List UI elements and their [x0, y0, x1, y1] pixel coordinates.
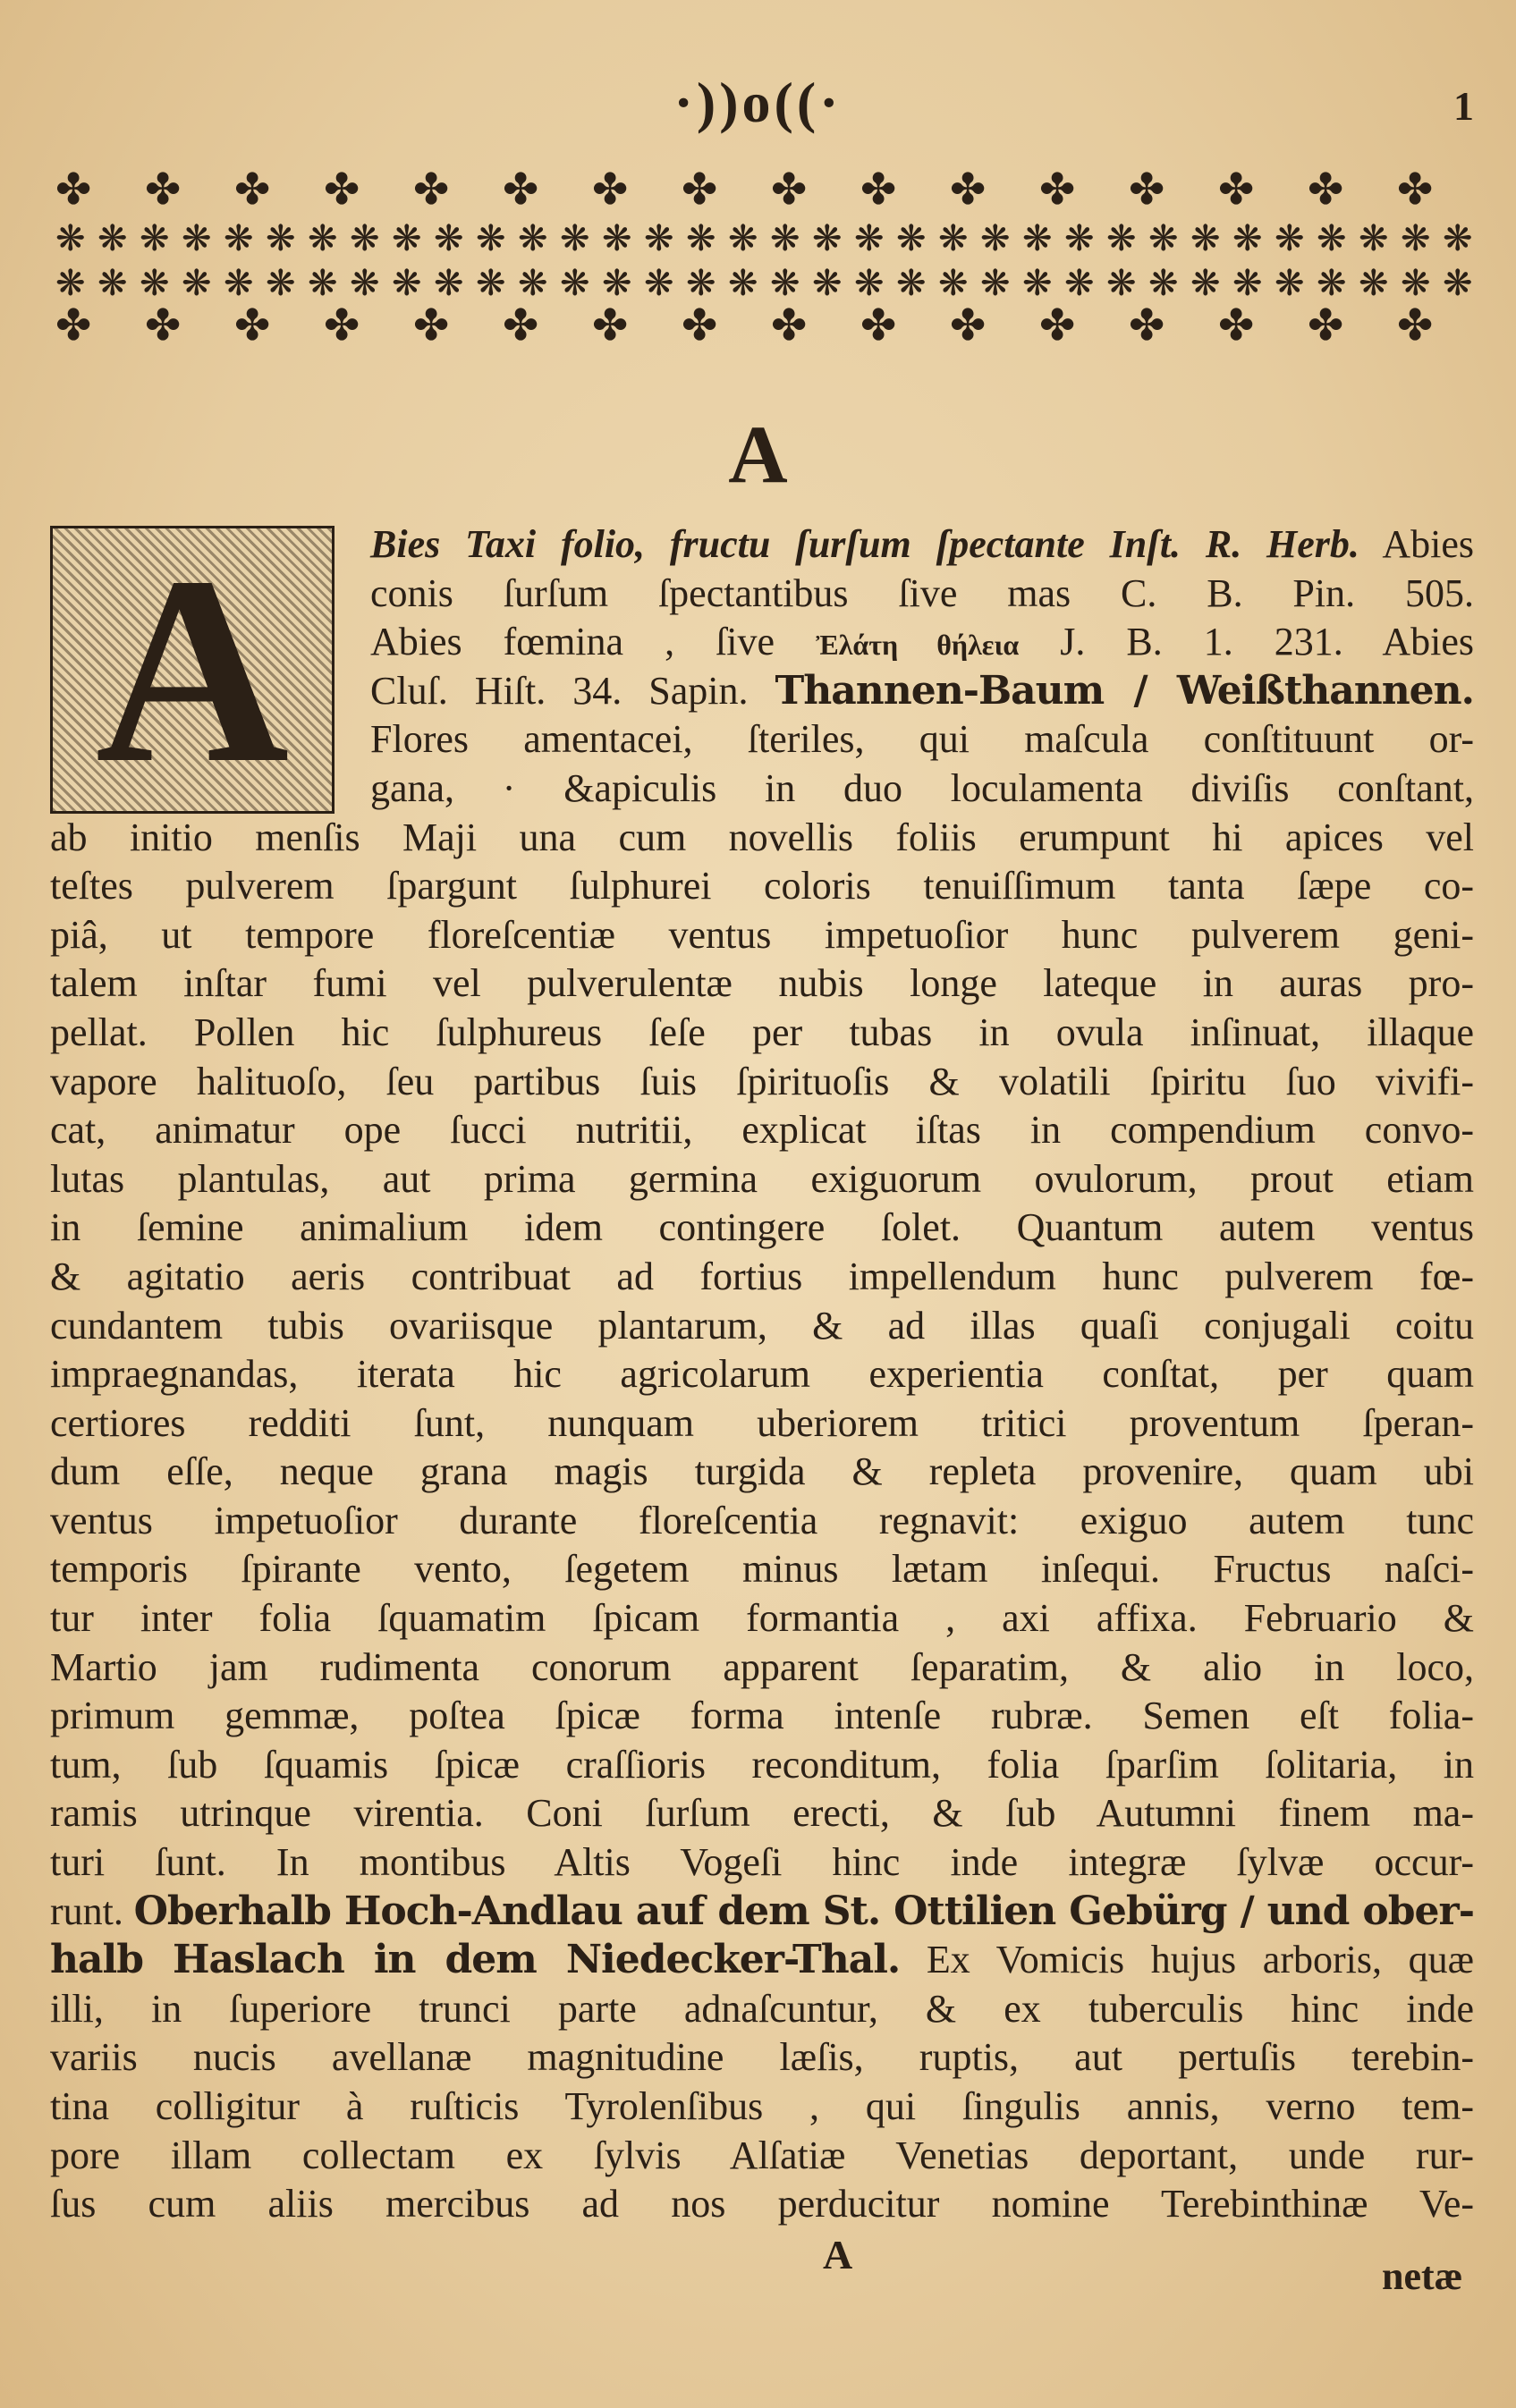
ornament-glyph: ✤ [1039, 170, 1076, 214]
text-line [50, 1448, 1474, 1497]
greek-text: Ἐλάτη θήλεια [816, 629, 1020, 662]
ornament-glyph: ❋ [644, 263, 674, 303]
text-line [50, 911, 1474, 960]
ornament-glyph: ❋ [1190, 263, 1221, 303]
body-text [50, 520, 1474, 2229]
text-line [50, 814, 1474, 863]
ornament-glyph: ✤ [1129, 302, 1165, 344]
blackletter-text: Thannen-Baum / Weißthannen. [775, 667, 1474, 714]
text-line [50, 1106, 1474, 1155]
page-number: 1 [1453, 83, 1474, 129]
text-segment: variis nucis avellanæ magnitudine læſis, ruptis, aut pertuſis terebin- [50, 2035, 1474, 2080]
text-line [50, 2180, 1474, 2229]
ornament-glyph: ✤ [682, 302, 718, 344]
ornament-glyph: ❋ [812, 218, 843, 258]
ornament-glyph: ❋ [1232, 263, 1263, 303]
ornament-glyph: ❋ [854, 218, 885, 258]
ornament-glyph: ✤ [234, 170, 271, 214]
text-segment: dum eſſe, neque grana magis turgida & repleta provenire, quam ubi [50, 1449, 1474, 1494]
ornament-glyph: ❋ [140, 263, 170, 303]
ornament-glyph: ✤ [860, 302, 897, 344]
text-line [50, 1545, 1474, 1594]
ornament-glyph: ❋ [140, 218, 170, 258]
ornament-glyph: ❋ [896, 263, 927, 303]
ornament-glyph: ✤ [145, 302, 182, 344]
text-segment: cat, animatur ope ſucci nutritii, explicat iſtas in compendium convo- [50, 1108, 1474, 1153]
text-segment: turi ſunt. In montibus Altis Vogeſi hinc inde integræ ſylvæ occur- [50, 1840, 1474, 1885]
text-line [50, 1985, 1474, 2034]
ornament-glyph: ✤ [1129, 170, 1165, 214]
signature-mark: A [823, 2232, 853, 2277]
text-segment: piâ, ut tempore floreſcentiæ ventus impetuoſior hunc pulverem geni- [50, 912, 1474, 957]
ornament-glyph: ❋ [1022, 263, 1053, 303]
text-line [370, 570, 1474, 619]
text-line [50, 1204, 1474, 1253]
ornament-glyph: ❋ [602, 263, 632, 303]
text-segment: primum gemmæ, poſtea ſpicæ forma intenſe rubræ. Semen eſt folia- [50, 1694, 1474, 1738]
ornament-glyph: ❋ [518, 218, 548, 258]
ornament-glyph: ✤ [592, 302, 629, 344]
text-segment: Abies [1359, 522, 1474, 566]
text-segment: Abies fœmina , ſive [370, 620, 817, 664]
text-line [50, 1936, 1474, 1985]
ornament-glyph: ❋ [266, 263, 296, 303]
ornament-glyph: ❋ [476, 263, 506, 303]
ornament-glyph: ✤ [145, 170, 182, 214]
text-line [50, 1741, 1474, 1790]
ornament-glyph: ❋ [97, 263, 128, 303]
section-heading: A [728, 409, 788, 500]
text-line [50, 1838, 1474, 1888]
ornament-glyph: ❋ [938, 218, 969, 258]
ornament-glyph: ❋ [1275, 263, 1305, 303]
ornament-glyph: ✤ [950, 170, 987, 214]
ornament-glyph: ❋ [350, 218, 380, 258]
ornament-glyph: ❋ [224, 218, 254, 258]
ornament-glyph: ❋ [560, 263, 590, 303]
ornament-glyph: ❋ [854, 263, 885, 303]
ornament-glyph: ❋ [182, 263, 212, 303]
ornament-glyph: ✤ [324, 302, 360, 344]
ornament-glyph: ❋ [1317, 263, 1347, 303]
ornament-glyph: ✤ [950, 302, 987, 344]
ornament-glyph: ✤ [234, 302, 271, 344]
text-line [50, 1399, 1474, 1449]
ornament-glyph: ❋ [392, 218, 422, 258]
ornament-glyph: ❋ [1106, 263, 1137, 303]
ornament-glyph: ❋ [1275, 218, 1305, 258]
drop-cap-letter: A [53, 528, 332, 811]
ornament-glyph: ✤ [860, 170, 897, 214]
text-segment: J. B. 1. 231. Abies [1019, 620, 1474, 664]
ornament-glyph: ❋ [728, 218, 758, 258]
ornament-glyph: ❋ [1106, 218, 1137, 258]
text-segment: vapore halituoſo, ſeu partibus ſuis ſpirituoſis & volatili ſpiritu ſuo vivifi- [50, 1059, 1474, 1103]
ornament-glyph: ❋ [1359, 218, 1389, 258]
text-line [50, 1497, 1474, 1546]
ornament-glyph: ❋ [812, 263, 843, 303]
catchword: netæ [1382, 2254, 1463, 2298]
text-line [50, 1888, 1474, 1937]
ornament-glyph: ❋ [560, 218, 590, 258]
ornament-glyph: ❋ [1443, 263, 1473, 303]
ornament-glyph: ❋ [1401, 218, 1431, 258]
ornament-glyph: ❋ [434, 263, 464, 303]
text-line [370, 520, 1474, 570]
ornament-glyph: ✤ [682, 170, 718, 214]
text-segment: certiores redditi ſunt, nunquam uberiorem tritici proventum ſperan- [50, 1400, 1474, 1445]
ornament-glyph: ❋ [728, 263, 758, 303]
text-segment: teſtes pulverem ſpargunt ſulphurei coloris tenuiſſimum tanta ſæpe co- [50, 864, 1474, 908]
text-line [50, 1302, 1474, 1351]
text-line [370, 667, 1474, 716]
text-segment: ramis utrinque virentia. Coni ſurſum erecti, & ſub Autumni finem ma- [50, 1791, 1474, 1836]
ornament-glyph: ❋ [55, 218, 86, 258]
ornament-glyph: ❋ [1232, 218, 1263, 258]
ornament-glyph: ✤ [771, 170, 808, 214]
text-line [50, 1009, 1474, 1058]
text-segment: illi, in ſuperiore trunci parte adnaſcuntur, & ex tuberculis hinc inde [50, 1986, 1474, 2031]
ornament-glyph: ✤ [1308, 170, 1344, 214]
ornament-glyph: ❋ [308, 263, 338, 303]
text-line [50, 1594, 1474, 1643]
ornament-glyph: ✤ [1039, 302, 1076, 344]
ornament-glyph: ✤ [1218, 170, 1255, 214]
ornament-glyph: ❋ [1022, 218, 1053, 258]
text-segment: tina colligitur à ruſticis Tyrolenſibus , qui ſingulis annis, verno tem- [50, 2084, 1474, 2128]
text-segment: in ſemine animalium idem contingere ſolet. Quantum autem ventus [50, 1205, 1474, 1250]
blackletter-text: halb Haslach in dem Niedecker-Thal. [50, 1937, 901, 1983]
ornament-glyph: ❋ [980, 218, 1011, 258]
text-line [50, 1643, 1474, 1693]
text-line [50, 2083, 1474, 2132]
ornament-glyph: ❋ [770, 218, 800, 258]
ornament-glyph: ✤ [1308, 302, 1344, 344]
ornament-glyph: ❋ [182, 218, 212, 258]
text-segment: pore illam collectam ex ſylvis Alſatiæ Venetias deportant, unde rur- [50, 2133, 1474, 2177]
text-segment: temporis ſpirante vento, ſegetem minus lætam inſequi. Fructus naſci- [50, 1547, 1474, 1592]
ornament-glyph: ✤ [503, 170, 539, 214]
text-segment: talem inſtar fumi vel pulverulentæ nubis longe lateque in auras pro- [50, 961, 1474, 1006]
ornament-glyph: ✤ [324, 170, 360, 214]
ornament-glyph: ❋ [1190, 218, 1221, 258]
text-segment: Cluſ. Hiſt. 34. Sapin. [370, 668, 775, 713]
text-segment: ab initio menſis Maji una cum novellis foliis erumpunt hi apices vel [50, 815, 1474, 859]
text-line [50, 2033, 1474, 2083]
ornament-glyph: ❋ [1148, 218, 1179, 258]
text-line [50, 1253, 1474, 1302]
text-line [50, 959, 1474, 1009]
ornament-glyph: ❋ [1443, 218, 1473, 258]
header-ornament: ·))o((· [673, 71, 843, 134]
text-segment: tum, ſub ſquamis ſpicæ craſſioris reconditum, folia ſparſim ſolitaria, in [50, 1742, 1474, 1787]
text-segment: ventus impetuoſior durante floreſcentia regnavit: exiguo autem tunc [50, 1498, 1474, 1542]
text-line [50, 1789, 1474, 1838]
text-line [370, 618, 1474, 667]
ornament-glyph: ❋ [476, 218, 506, 258]
ornament-glyph: ❋ [434, 218, 464, 258]
text-line [50, 1692, 1474, 1741]
ornament-glyph: ✤ [55, 302, 92, 344]
italic-text: Bies Taxi folio, fructu ſurſum ſpectante Inſt. R. Herb. [370, 522, 1359, 566]
text-line [50, 862, 1474, 911]
ornament-glyph: ❋ [686, 218, 716, 258]
ornament-glyph: ❋ [1359, 263, 1389, 303]
text-segment: gana, · &apiculis in duo loculamenta diviſis conſtant, [370, 765, 1474, 810]
text-segment: tur inter folia ſquamatim ſpicam formantia , axi affixa. Februario & [50, 1596, 1474, 1641]
ornament-glyph: ✤ [1397, 302, 1434, 344]
ornament-glyph: ❋ [266, 218, 296, 258]
ornament-glyph: ❋ [644, 218, 674, 258]
ornament-glyph: ❋ [518, 263, 548, 303]
text-line [50, 1058, 1474, 1107]
ornamental-band [47, 170, 1478, 344]
ornament-glyph: ❋ [97, 218, 128, 258]
text-line [50, 2132, 1474, 2181]
text-segment: conis ſurſum ſpectantibus ſive mas C. B. Pin. 505. [370, 570, 1474, 615]
text-segment: ſus cum aliis mercibus ad nos perducitur nomine Terebinthinæ Ve- [50, 2182, 1474, 2226]
text-line [50, 1155, 1474, 1204]
ornament-glyph: ❋ [896, 218, 927, 258]
text-segment: Ex Vomicis hujus arboris, quæ [900, 1938, 1474, 1982]
text-segment: & agitatio aeris contribuat ad fortius impellendum hunc pulverem fœ- [50, 1254, 1474, 1298]
text-segment: lutas plantulas, aut prima germina exiguorum ovulorum, prout etiam [50, 1156, 1474, 1201]
text-line [370, 715, 1474, 765]
ornament-glyph: ❋ [308, 218, 338, 258]
text-segment: cundantem tubis ovariisque plantarum, & ad illas quaſi conjugali coitu [50, 1303, 1474, 1348]
ornament-glyph: ❋ [392, 263, 422, 303]
text-segment: runt. [50, 1888, 134, 1933]
ornament-glyph: ❋ [602, 218, 632, 258]
ornament-glyph: ❋ [55, 263, 86, 303]
ornament-glyph: ❋ [938, 263, 969, 303]
text-line [50, 1350, 1474, 1399]
ornament-glyph: ✤ [1218, 302, 1255, 344]
ornament-glyph: ❋ [224, 263, 254, 303]
text-segment: Martio jam rudimenta conorum apparent ſeparatim, & alio in loco, [50, 1644, 1474, 1689]
ornament-glyph: ❋ [1064, 263, 1095, 303]
ornament-glyph: ❋ [350, 263, 380, 303]
ornament-glyph: ❋ [980, 263, 1011, 303]
ornament-glyph: ❋ [1148, 263, 1179, 303]
ornament-glyph: ✤ [1397, 170, 1434, 214]
ornament-glyph: ❋ [770, 263, 800, 303]
ornament-glyph: ✤ [55, 170, 92, 214]
ornament-glyph: ✤ [771, 302, 808, 344]
ornament-glyph: ❋ [1401, 263, 1431, 303]
text-line [370, 765, 1474, 814]
ornament-glyph: ✤ [503, 302, 539, 344]
ornament-glyph: ❋ [1064, 218, 1095, 258]
ornament-glyph: ✤ [413, 302, 450, 344]
text-segment: pellat. Pollen hic ſulphureus ſeſe per tubas in ovula inſinuat, illaque [50, 1010, 1474, 1054]
text-segment: Flores amentacei, ſteriles, qui maſcula conſtituunt or- [370, 717, 1474, 762]
ornament-glyph: ✤ [413, 170, 450, 214]
ornament-glyph: ✤ [592, 170, 629, 214]
text-segment: impraegnandas, iterata hic agricolarum experientia conſtat, per quam [50, 1352, 1474, 1397]
ornament-glyph: ❋ [1317, 218, 1347, 258]
blackletter-text: Oberhalb Hoch-Andlau auf dem St. Ottilien Gebürg / und ober- [133, 1888, 1474, 1934]
ornament-glyph: ❋ [686, 263, 716, 303]
